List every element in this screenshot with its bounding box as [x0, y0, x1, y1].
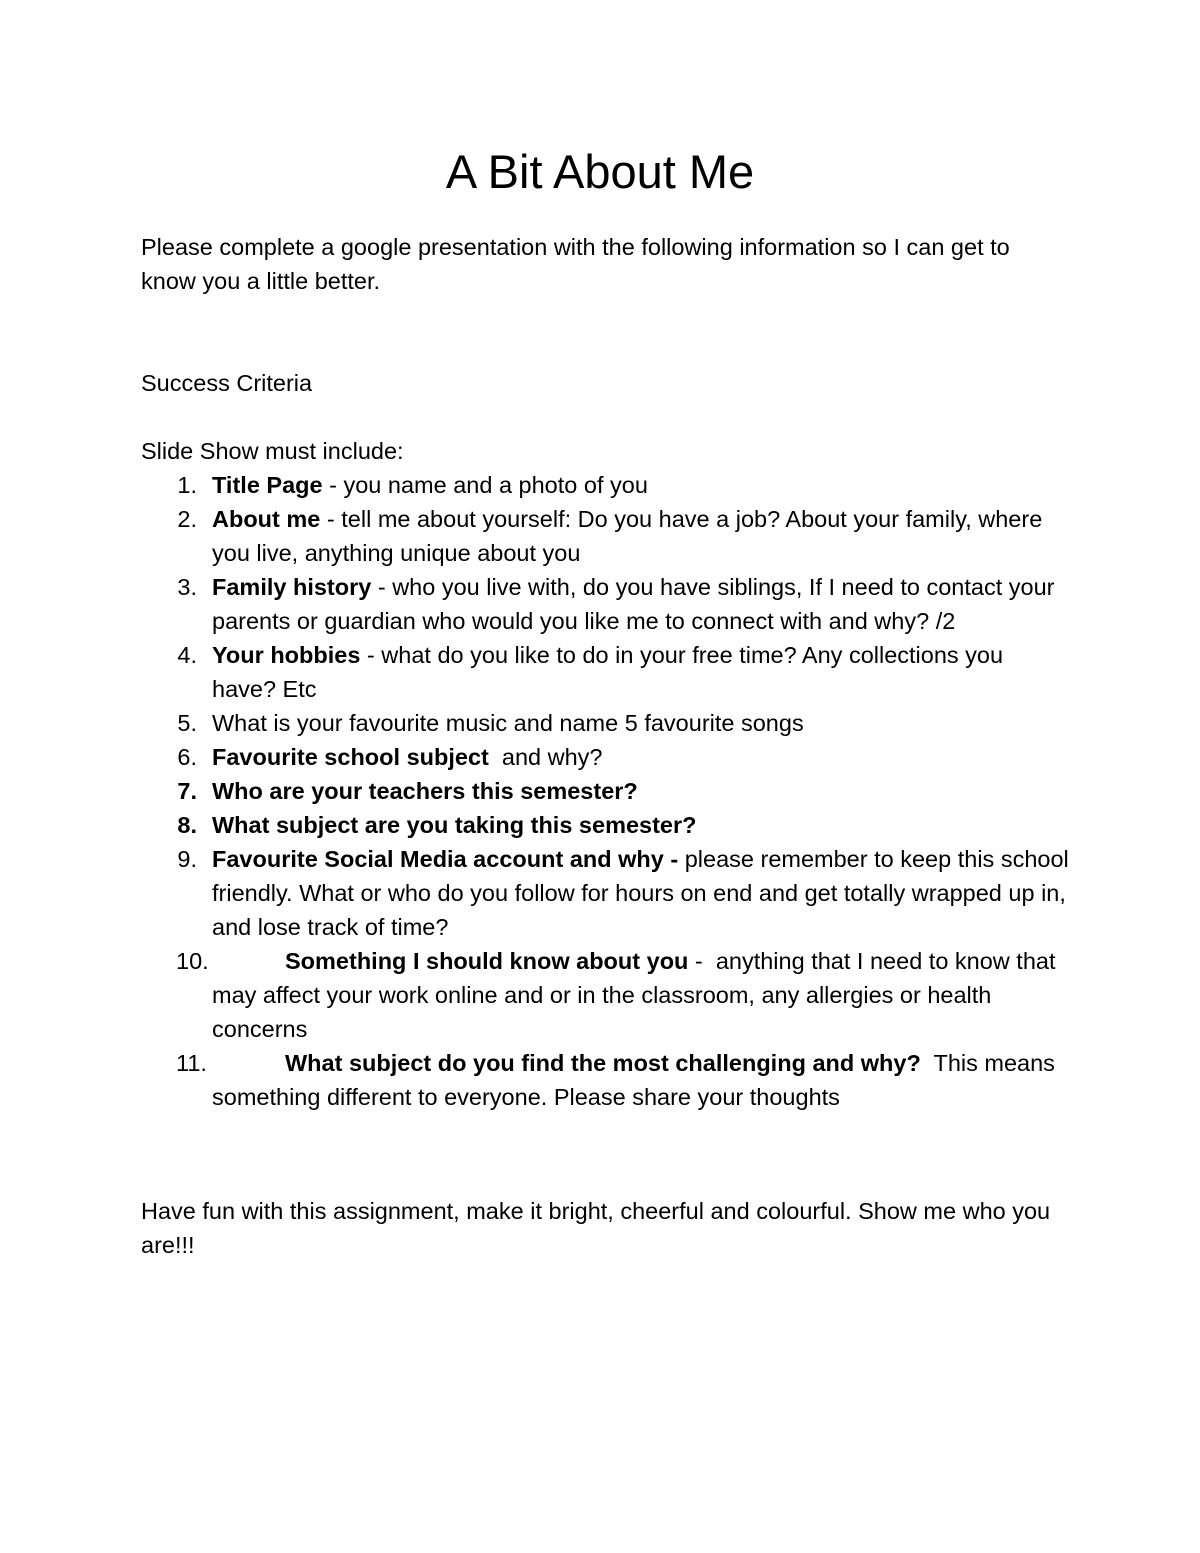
list-item-number: 6.: [177, 744, 197, 770]
list-item-text: - tell me about yourself: Do you have a job? About your family, where you live, anything unique about you: [212, 506, 1043, 566]
requirements-list: [141, 468, 1071, 1114]
list-item-bold-text: Family history: [212, 574, 372, 600]
list-item-number: 11.: [176, 1050, 207, 1076]
list-item-number: 1.: [177, 472, 197, 498]
list-item-bold-text: What subject are you taking this semester?: [212, 812, 697, 838]
list-item-bold-text: Something I should know about you: [285, 948, 689, 974]
list-item: [141, 842, 1071, 944]
list-item-number: 4.: [177, 642, 197, 668]
list-item: [141, 468, 1071, 502]
list-item-text: - what do you like to do in your free time? Any collections you have? Etc: [212, 642, 1004, 702]
list-item-text: - who you live with, do you have siblings, If I need to contact your parents or guardian who would you like me to connect with and why? /2: [212, 574, 1055, 634]
list-item-bold-text: Favourite school subject: [212, 744, 489, 770]
list-item-text: - anything that I need to know that may affect your work online and or in the classroom, any allergies or health concerns: [212, 948, 1063, 1042]
list-item-bold-text: About me: [212, 506, 321, 532]
list-item: [141, 502, 1071, 570]
blank-space: [141, 1114, 1071, 1194]
list-item-bold-text: Who are your teachers this semester?: [212, 778, 638, 804]
list-item: [141, 706, 1071, 740]
intro-paragraph: Please complete a google presentation with the following information so I can get to know you a little better.: [141, 234, 1010, 294]
list-item-bold-text: Favourite Social Media account and why -: [212, 846, 679, 872]
list-item-bold-text: Title Page: [212, 472, 323, 498]
list-item-text: This means something different to everyone. Please share your thoughts: [212, 1050, 1062, 1110]
list-item-text: - you name and a photo of you: [322, 472, 648, 498]
blank-space: [141, 400, 1071, 434]
list-item-number: 3.: [177, 574, 197, 600]
document-title: A Bit About Me: [445, 145, 755, 198]
list-item: [141, 1046, 1071, 1114]
list-item-number: 10.: [176, 948, 209, 974]
list-item-text: What is your favourite music and name 5 favourite songs: [212, 710, 804, 736]
list-item: [141, 570, 1071, 638]
closing-paragraph: Have fun with this assignment, make it bright, cheerful and colourful. Show me who you are!!!: [141, 1198, 1051, 1258]
list-item: [141, 808, 1071, 842]
list-item: [141, 944, 1071, 1046]
list-item-number: 5.: [177, 710, 197, 736]
list-heading: Slide Show must include:: [141, 438, 404, 464]
document-body: [141, 230, 1071, 1262]
list-item: [141, 638, 1071, 706]
list-item-bold-text: What subject do you find the most challenging and why?: [285, 1050, 921, 1076]
list-item: [141, 740, 1071, 774]
list-item-text: please remember to keep this school friendly. What or who do you follow for hours on end and get totally wrapped up in, and lose track of time?: [212, 846, 1069, 940]
list-item-text: and why?: [488, 744, 603, 770]
list-item-number: 2.: [177, 506, 197, 532]
list-item-number: 9.: [177, 846, 197, 872]
list-item-bold-text: Your hobbies: [212, 642, 361, 668]
list-item-number: 8.: [177, 812, 197, 838]
list-item-number: 7.: [177, 778, 197, 804]
list-item: [141, 774, 1071, 808]
blank-space: [141, 298, 1071, 366]
success-criteria-heading: Success Criteria: [141, 370, 313, 396]
